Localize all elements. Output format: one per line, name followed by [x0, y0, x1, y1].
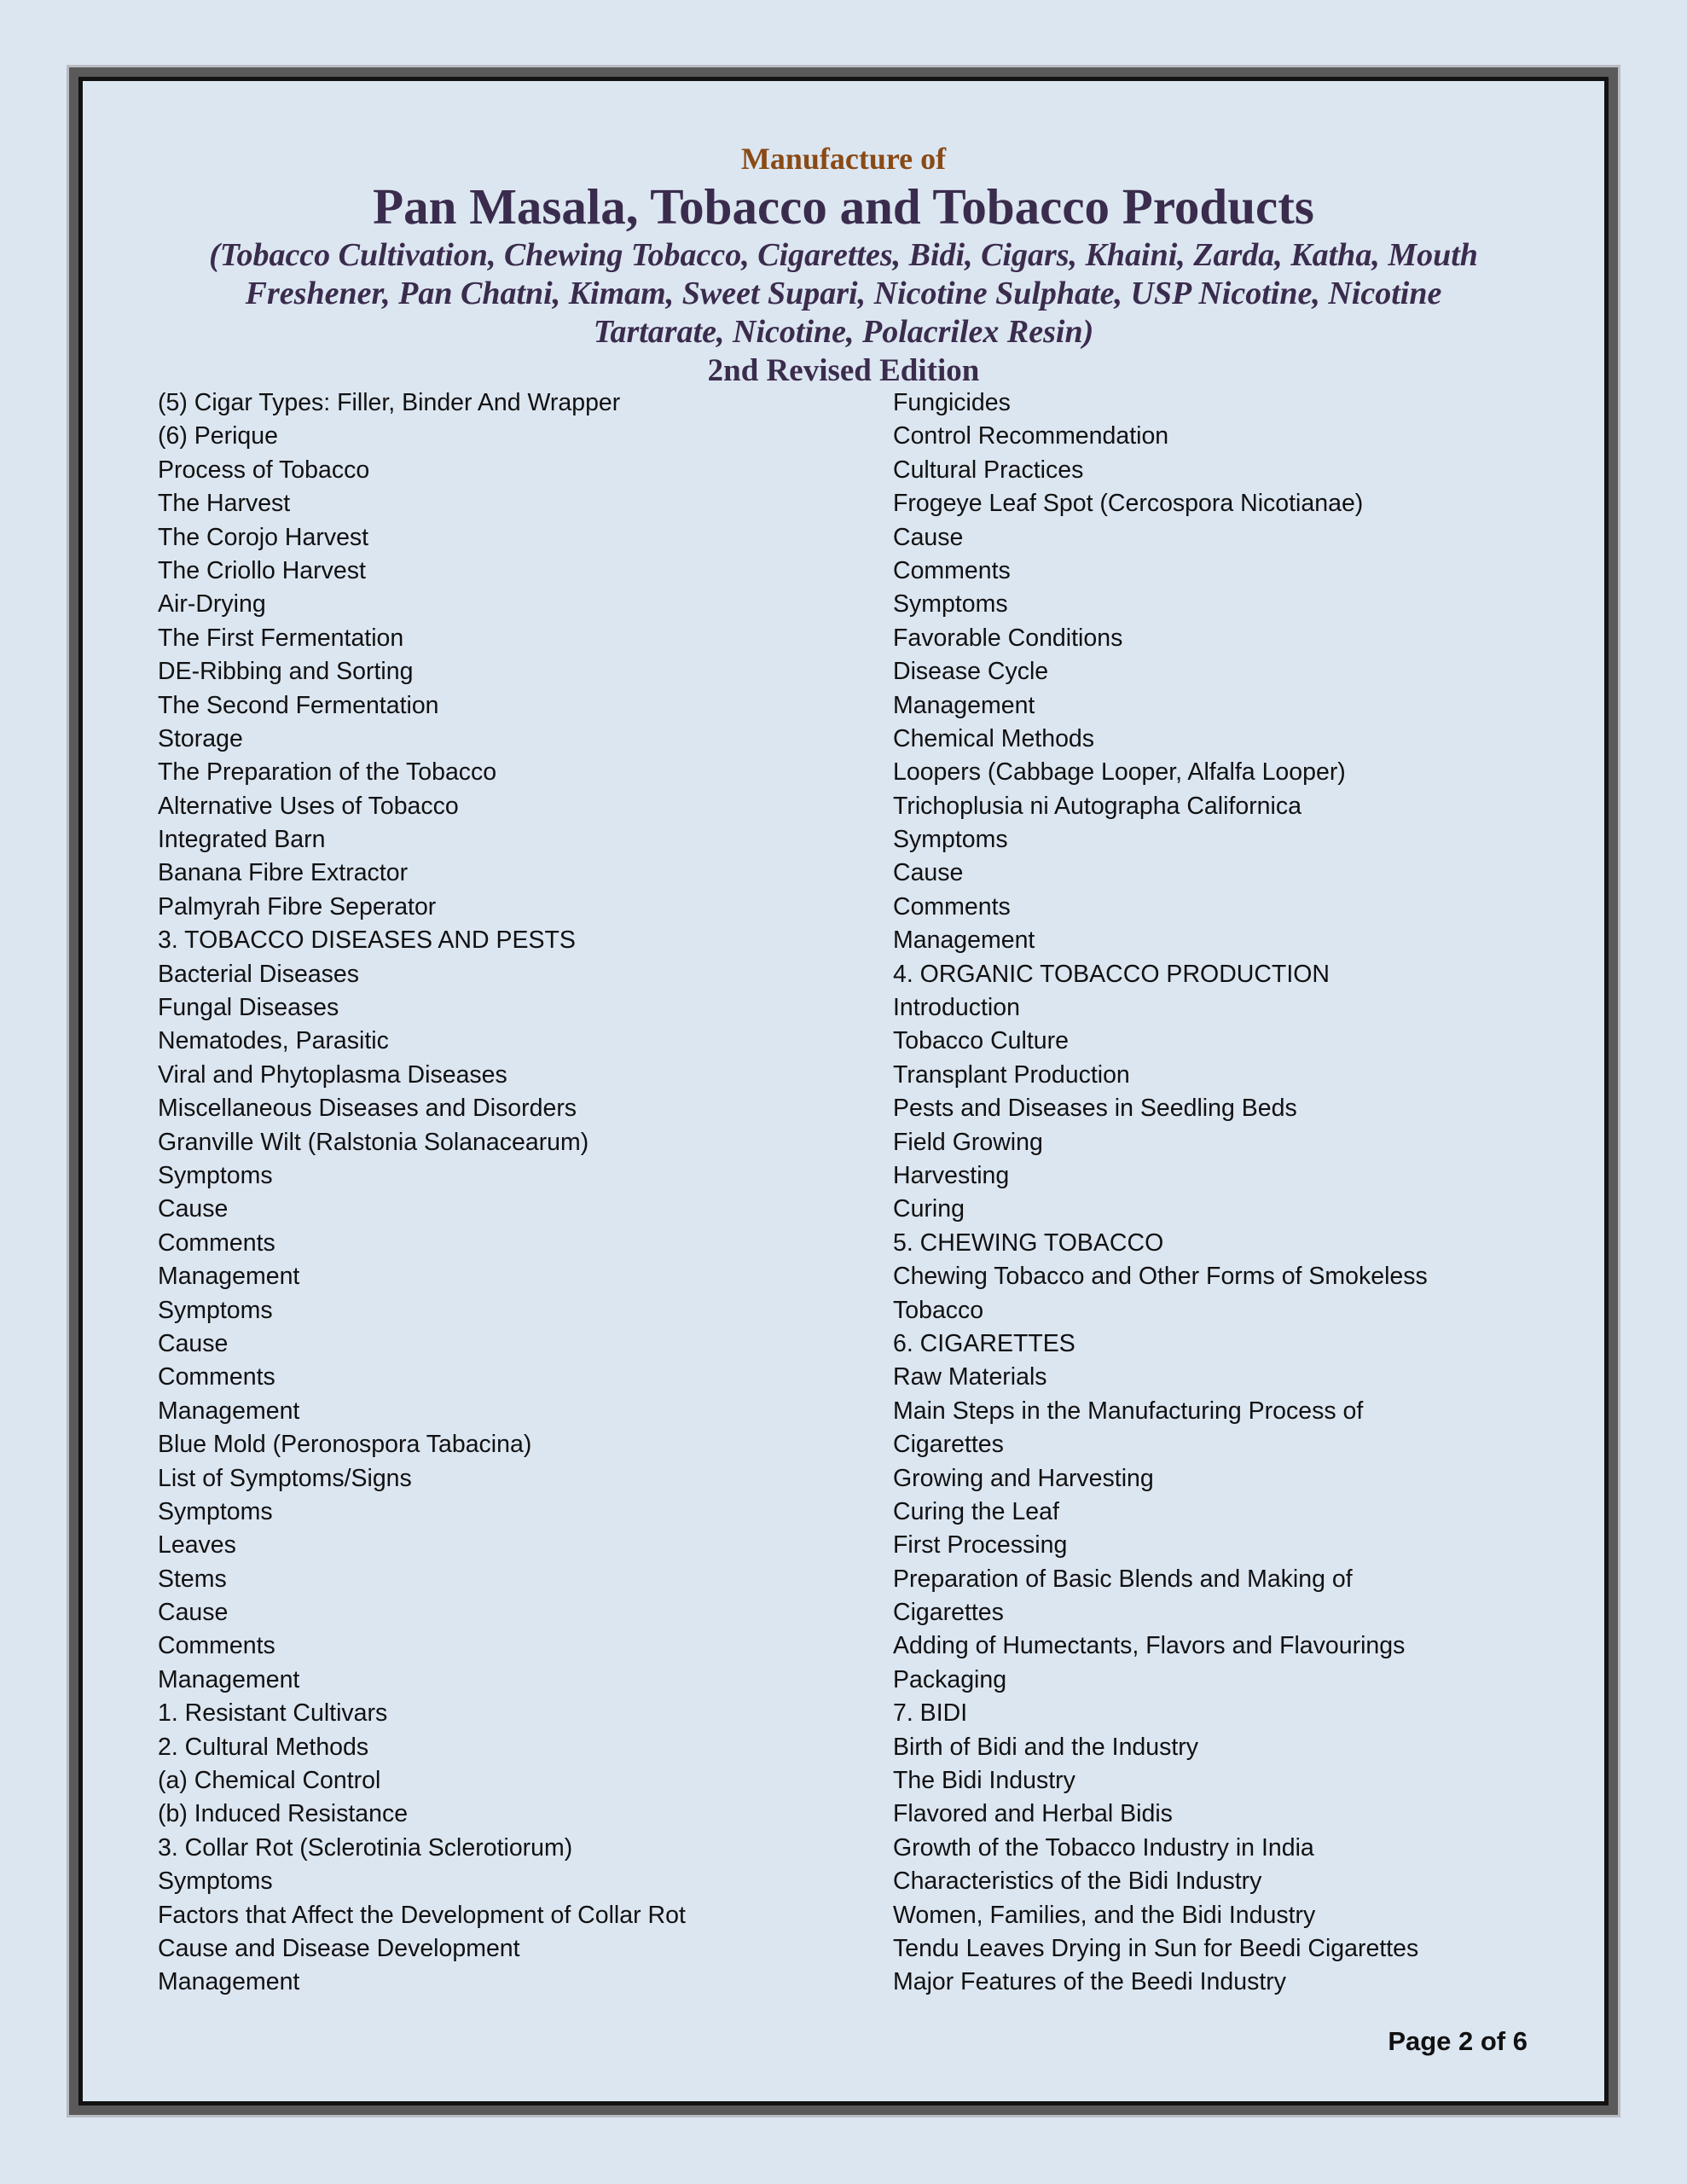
toc-entry: Introduction — [893, 994, 1020, 1022]
toc-entry: Frogeye Leaf Spot (Cercospora Nicotianae) — [893, 490, 1364, 518]
toc-entry: Process of Tobacco — [158, 456, 370, 484]
toc-entry: Cause — [158, 1599, 229, 1627]
toc-entry: Characteristics of the Bidi Industry — [893, 1867, 1262, 1896]
toc-entry: Comments — [158, 1228, 275, 1257]
subtitle: (Tobacco Cultivation, Chewing Tobacco, Cigarettes, Bidi, Cigars, Khaini, Zarda, Katha, Mouth Freshener, Pan Chatni, Kimam, Sweet Supari, Nicotine Sulphate, USP Nicotine, Nicotine Tartarate, Nicotine, Polacrilex Resin) — [209, 237, 1478, 350]
toc-entry: Field Growing — [893, 1128, 1043, 1156]
toc-entry: Flavored and Herbal Bidis — [893, 1800, 1173, 1828]
toc-entry: (5) Cigar Types: Filler, Binder And Wrapper — [158, 389, 621, 416]
toc-entry: Management — [158, 1968, 300, 1996]
toc-entry: Cause — [158, 1195, 229, 1223]
toc-entry: Cigarettes — [893, 1431, 1004, 1459]
toc-entry: Blue Mold (Peronospora Tabacina) — [158, 1431, 532, 1459]
toc-entry: Cause — [893, 523, 964, 551]
toc-entry: Factors that Affect the Development of Collar Rot — [158, 1901, 686, 1929]
toc-entry: Nematodes, Parasitic — [158, 1027, 389, 1055]
toc-entry: DE-Ribbing and Sorting — [158, 658, 414, 686]
toc-entry: The Second Fermentation — [158, 691, 439, 719]
toc-entry: Management — [158, 1665, 300, 1693]
document-header — [83, 141, 1604, 390]
toc-entry: Comments — [893, 892, 1011, 921]
toc-entry: Cause — [158, 1329, 229, 1357]
toc-entry: Fungal Diseases — [158, 994, 339, 1022]
toc-entry: Granville Wilt (Ralstonia Solanacearum) — [158, 1128, 589, 1156]
toc-entry: 7. BIDI — [893, 1699, 968, 1728]
page-title: Pan Masala, Tobacco and Tobacco Products — [373, 178, 1314, 235]
edition-label: 2nd Revised Edition — [707, 353, 980, 388]
toc-entry: Viral and Phytoplasma Diseases — [158, 1060, 507, 1089]
toc-entry: Chewing Tobacco and Other Forms of Smokeless — [893, 1263, 1428, 1291]
toc-entry: Chemical Methods — [893, 724, 1095, 752]
toc-entry: The Criollo Harvest — [158, 556, 366, 584]
toc-entry: Women, Families, and the Bidi Industry — [893, 1901, 1316, 1929]
toc-entry: Harvesting — [893, 1161, 1010, 1189]
toc-entry: Disease Cycle — [893, 658, 1049, 686]
toc-entry: Integrated Barn — [158, 826, 326, 854]
toc-entry: Growing and Harvesting — [893, 1464, 1154, 1492]
toc-entry: Transplant Production — [893, 1060, 1130, 1089]
toc-entry: Stems — [158, 1565, 227, 1593]
page-frame — [78, 77, 1609, 2106]
toc-entry: Symptoms — [893, 826, 1008, 854]
toc-entry: Loopers (Cabbage Looper, Alfalfa Looper) — [893, 758, 1346, 787]
toc-entry: Symptoms — [893, 590, 1008, 619]
toc-entry: Symptoms — [158, 1296, 273, 1324]
toc-entry: (a) Chemical Control — [158, 1767, 381, 1795]
toc-entry: Symptoms — [158, 1161, 273, 1189]
toc-entry: 3. Collar Rot (Sclerotinia Sclerotiorum) — [158, 1833, 573, 1862]
toc-entry: Tobacco — [893, 1296, 984, 1324]
toc-entry: Palmyrah Fibre Seperator — [158, 892, 437, 921]
toc-entry: 2. Cultural Methods — [158, 1733, 369, 1761]
toc-entry: Tendu Leaves Drying in Sun for Beedi Cigarettes — [893, 1934, 1419, 1962]
toc-entry: Cigarettes — [893, 1599, 1004, 1627]
toc-entry: The Harvest — [158, 490, 291, 518]
toc-entry: Leaves — [158, 1531, 236, 1560]
toc-entry: Curing the Leaf — [893, 1497, 1059, 1525]
toc-entry: Storage — [158, 724, 243, 752]
toc-entry: First Processing — [893, 1531, 1068, 1560]
toc-entry: Comments — [158, 1632, 275, 1660]
toc-entry: Cause — [893, 859, 964, 887]
toc-entry: 6. CIGARETTES — [893, 1329, 1075, 1357]
toc-entry: 1. Resistant Cultivars — [158, 1699, 388, 1728]
toc-entry: Comments — [158, 1363, 275, 1391]
toc-entry: Curing — [893, 1195, 965, 1223]
toc-entry: Cause and Disease Development — [158, 1934, 520, 1962]
toc-left-column — [158, 386, 874, 2000]
toc-entry: 4. ORGANIC TOBACCO PRODUCTION — [893, 960, 1330, 988]
toc-entry: Management — [158, 1397, 300, 1425]
page-number: Page 2 of 6 — [1388, 2026, 1528, 2056]
toc-entry: 3. TOBACCO DISEASES AND PESTS — [158, 926, 576, 955]
toc-entry: Management — [893, 926, 1035, 955]
toc-entry: The First Fermentation — [158, 624, 404, 652]
toc-entry: Cultural Practices — [893, 456, 1084, 484]
toc-entry: Comments — [893, 556, 1011, 584]
toc-entry: Adding of Humectants, Flavors and Flavourings — [893, 1632, 1406, 1660]
toc-entry: The Preparation of the Tobacco — [158, 758, 497, 787]
pre-title: Manufacture of — [740, 142, 947, 176]
toc-entry: (6) Perique — [158, 422, 278, 450]
toc-entry: Banana Fibre Extractor — [158, 859, 409, 887]
toc-entry: Raw Materials — [893, 1363, 1047, 1391]
toc-right-column — [893, 386, 1567, 2000]
toc-entry: Trichoplusia ni Autographa Californica — [893, 792, 1301, 820]
toc-entry: Fungicides — [893, 389, 1011, 416]
toc-entry: Packaging — [893, 1665, 1007, 1693]
toc-entry: Major Features of the Beedi Industry — [893, 1968, 1286, 1996]
toc-entry: The Corojo Harvest — [158, 523, 369, 551]
toc-entry: Favorable Conditions — [893, 624, 1123, 652]
toc-entry: (b) Induced Resistance — [158, 1800, 409, 1828]
toc-entry: Birth of Bidi and the Industry — [893, 1733, 1199, 1761]
toc-entry: Alternative Uses of Tobacco — [158, 792, 459, 820]
toc-entry: Air-Drying — [158, 590, 266, 619]
toc-entry: Bacterial Diseases — [158, 960, 360, 988]
toc-entry: List of Symptoms/Signs — [158, 1464, 412, 1492]
toc-entry: Miscellaneous Diseases and Disorders — [158, 1095, 577, 1123]
toc-entry: Management — [893, 691, 1035, 719]
toc-entry: Growth of the Tobacco Industry in India — [893, 1833, 1314, 1862]
toc-entry: 5. CHEWING TOBACCO — [893, 1228, 1164, 1257]
toc-entry: Main Steps in the Manufacturing Process of — [893, 1397, 1364, 1425]
toc-entry: Management — [158, 1263, 300, 1291]
toc-entry: Symptoms — [158, 1867, 273, 1896]
toc-entry: The Bidi Industry — [893, 1767, 1075, 1795]
toc-entry: Control Recommendation — [893, 422, 1169, 450]
toc-entry: Symptoms — [158, 1497, 273, 1525]
toc-entry: Pests and Diseases in Seedling Beds — [893, 1095, 1297, 1123]
toc-entry: Tobacco Culture — [893, 1027, 1069, 1055]
toc-entry: Preparation of Basic Blends and Making of — [893, 1565, 1353, 1593]
